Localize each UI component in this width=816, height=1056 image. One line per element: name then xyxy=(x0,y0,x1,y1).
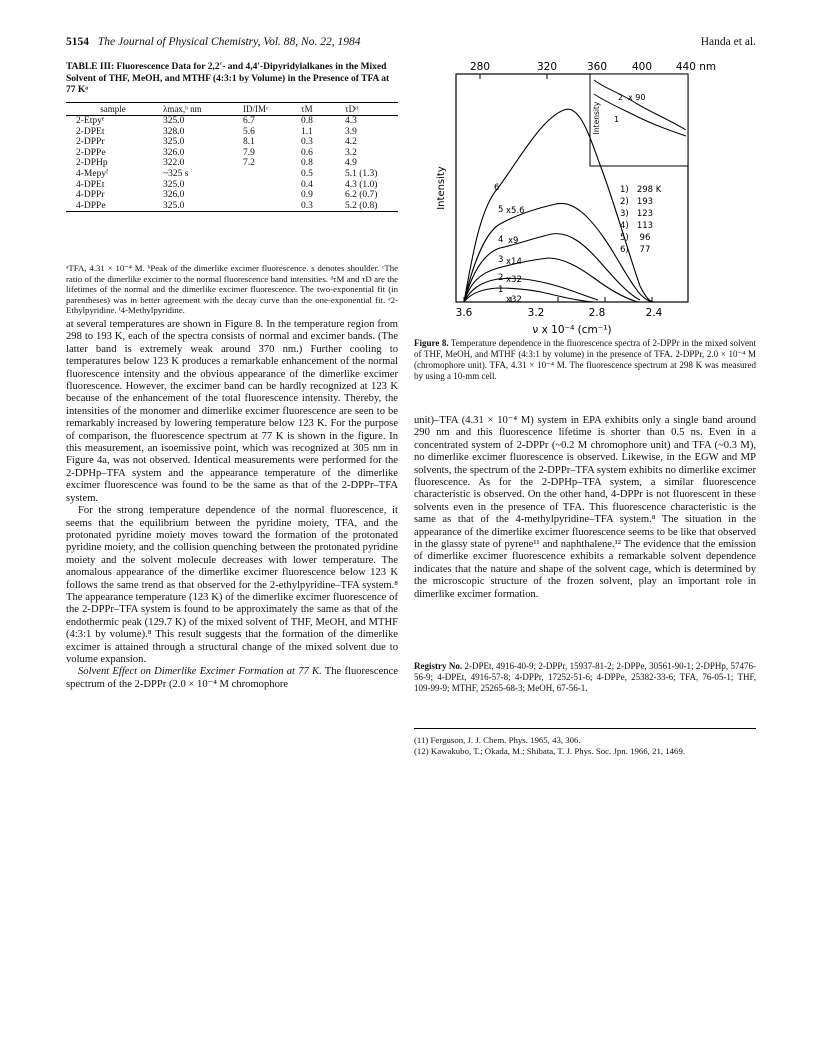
references xyxy=(414,728,756,757)
table-header-row xyxy=(66,103,398,116)
table-cell: 3.2 xyxy=(345,147,357,158)
table-cell: 4-Mepyᶠ xyxy=(76,168,109,179)
curve-label: x32 xyxy=(506,275,522,285)
reference: (12) Kawakubo, T.; Okada, M.; Shibata, T. J. Phys. Soc. Jpn. 1966, 21, 1469. xyxy=(414,746,686,756)
legend-entry: 4) 113 xyxy=(620,221,654,231)
paragraph: For the strong temperature dependence of the normal fluorescence, it seems that the equilibrium between the pyridine moiety, TFA, and the protonated pyridine moiety moves toward the formation of the protonated pyridine moiety, and the collision quenching between the protonated pyridine moiety and the solvent molecule decreases with lower temperature. The anomalous appearance of the dimerlike excimer fluorescence below 123 K follows the same trend as that observed for the 2-ethylpyridine–TFA system.⁸ The appearance temperature (123 K) of the dimerlike excimer fluorescence of the 2-DPPr–TFA system is found to be approximately the same as that of the endothermic peak (129.7 K) of the mixed solvent of THF, MeOH, and MTHF (4:3:1 by volume).⁸ This result suggests that the formation of the dimerlike excimer is attained through a structural change of the mixed solvent due to volume expansion. xyxy=(66,505,398,665)
table-cell: 325.0 xyxy=(163,179,185,190)
tick-label: 440 nm xyxy=(675,61,717,73)
col-header: λmax,ᵇ nm xyxy=(160,103,240,116)
table-cell: 4-DPPe xyxy=(66,201,160,212)
legend-entry: 5) 96 xyxy=(620,233,651,243)
table-cell: 0.8 xyxy=(301,116,313,126)
table-row xyxy=(66,148,398,159)
table-cell: 4.2 xyxy=(345,137,357,148)
right-column-text xyxy=(414,415,756,601)
col-header: τDᵈ xyxy=(342,103,398,116)
table-cell: 0.6 xyxy=(301,147,313,158)
legend-entry: 1) 298 K xyxy=(620,185,662,195)
inset-label: x 90 xyxy=(628,93,646,102)
table-cell: 328.0 xyxy=(163,126,185,137)
col-header: τM xyxy=(298,103,342,116)
curve-123K xyxy=(464,258,638,302)
curve-labels xyxy=(494,183,525,305)
curve-label: x5.6 xyxy=(506,206,525,216)
table-cell: 4-DPPr xyxy=(76,190,105,201)
table-title: TABLE III: Fluorescence Data for 2,2′- and 4,4′-Dipyridylalkanes in the Mixed Solvent of THF, MeOH, and MTHF (4:3:1 by Volume) in the Presence of TFA at 77 Kᵃ xyxy=(66,62,390,95)
table-cell: 2-DPHp xyxy=(76,158,108,169)
inset-ylabel: Intensity xyxy=(592,101,601,135)
table-cell: 322.0 xyxy=(163,158,185,169)
table-cell: 2-DPPr xyxy=(76,137,105,148)
table-row xyxy=(66,190,398,201)
legend-entry: 6) 77 xyxy=(620,245,651,255)
figure-caption xyxy=(414,338,756,382)
table-cell: 6.7 xyxy=(243,116,255,126)
table-cell: 8.1 xyxy=(243,137,255,148)
table-cell: 4.3 (1.0) xyxy=(345,179,378,190)
curve-label: x9 xyxy=(508,236,519,246)
journal-name: The Journal of Physical Chemistry, Vol. 88, No. 22, 1984 xyxy=(97,36,361,48)
table-cell: 4.9 xyxy=(345,158,357,169)
table-cell: 325.0 xyxy=(163,137,185,148)
table-cell: 325.0 xyxy=(160,201,240,212)
registry-text: 2-DPEt, 4916-40-9; 2-DPPr, 15937-81-2; 2-DPPe, 30561-90-1; 2-DPHp, 57476-56-9; 4-DPEt, 4916-57-8; 4-DPPr, 17252-51-6; 4-DPPe, 25382-33-6; TFA, 76-05-1; THF, 109-99-9; MTHF, 25265-68-3; MeOH, 67-56-1. xyxy=(414,661,756,694)
table-cell xyxy=(240,190,298,201)
table-row xyxy=(66,201,398,212)
reference: (11) Ferguson, J. J. Chem. Phys. 1965, 43, 306. xyxy=(414,735,581,745)
authors: Handa et al. xyxy=(700,36,756,48)
running-header xyxy=(66,36,756,52)
page-number: 5154 xyxy=(66,36,89,48)
section-text: The fluorescence spectrum of the 2-DPPr (2.0 × 10⁻⁴ M chromophore xyxy=(66,666,398,690)
legend xyxy=(620,185,662,255)
paragraph: at several temperatures are shown in Figure 8. In the temperature region from 298 to 193 K, each of the spectra consists of normal and excimer bands. (The latter band is extremely weak around 370 nm.) Further cooling to temperatures below 123 K produces a remarkable enhancement of the normal fluorescence intensity and the obvious appearance of the dimerlike excimer fluorescence. However, the excimer band can be hardly recognized at 123 K because of the enhancement of the total fluorescence intensity. Thereby, the intensities of the monomer and dimerlike excimer fluorescence are seen to be remarkably increased by lowering temperature below 123 K. For the purpose of comparison, the fluorescence spectrum at 77 K is shown in the figure. In this measurement, an isoemissive point, which was recognized at 305 nm in Figure 4a, was not observed. Identical measurements were performed for the 2-DPHp–TFA system and the appearance temperature of the dimerlike excimer fluorescence was found to be the same as that of the 2-DPPr–TFA system. xyxy=(66,319,398,504)
table-cell: 6.2 (0.7) xyxy=(345,190,378,201)
left-column-text xyxy=(66,319,398,691)
table-cell xyxy=(240,169,298,180)
table-cell xyxy=(240,180,298,191)
table-row xyxy=(66,116,398,127)
figure-8 xyxy=(414,58,756,336)
legend-entry: 3) 123 xyxy=(620,209,654,219)
table-row xyxy=(66,127,398,138)
registry-numbers xyxy=(414,661,756,695)
table-cell: 7.2 xyxy=(243,158,255,169)
table-cell: 326.0 xyxy=(163,147,185,158)
data-table xyxy=(66,102,398,212)
table-cell: 2-DPEt xyxy=(76,126,105,137)
table-cell: 5.2 (0.8) xyxy=(342,201,398,212)
caption-text: Temperature dependence in the fluorescence spectra of 2-DPPr in the mixed solvent of THF, MeOH, and MTHF (4:3:1 by volume) in the presence of TFA. 2-DPPr, 2.0 × 10⁻⁴ M (chromophore unit). TFA, 4.31 × 10⁻⁴ M. The fluorescence spectrum at 298 K was measured by using a 10-mm cell. xyxy=(414,338,756,381)
y-axis-label: Intensity xyxy=(436,166,447,210)
tick-label: 3.2 xyxy=(527,307,545,319)
table-row xyxy=(66,158,398,169)
tick-label: 320 xyxy=(536,61,558,73)
table-cell: 325.0 xyxy=(163,116,185,126)
table-cell: 2-Etpyᵉ xyxy=(76,116,105,126)
curve-label: 6 xyxy=(494,183,500,193)
tick-label: 360 xyxy=(586,61,608,73)
curve-label: 2 xyxy=(498,273,504,283)
top-axis-ticks xyxy=(470,61,716,73)
tick-label: 2.8 xyxy=(588,307,606,319)
table-cell: 2-DPPe xyxy=(76,147,106,158)
table-row xyxy=(66,137,398,148)
legend-entry: 2) 193 xyxy=(620,197,654,207)
x-axis-label: ν x 10⁻⁴ (cm⁻¹) xyxy=(532,324,612,336)
bottom-axis-ticks xyxy=(456,307,663,319)
curve-label: x14 xyxy=(506,257,522,267)
table-row xyxy=(66,169,398,180)
table-cell: 1.1 xyxy=(301,126,313,137)
tick-label: 400 xyxy=(631,61,653,73)
caption-label: Figure 8. xyxy=(414,338,449,348)
paragraph xyxy=(66,666,398,691)
table-cell: 326.0 xyxy=(163,190,185,201)
table-cell: 3.9 xyxy=(345,126,357,137)
inset-frame xyxy=(590,74,688,166)
inset-label: 2 xyxy=(618,93,624,102)
curve-label: x32 xyxy=(506,295,522,305)
table-cell: ~325 s xyxy=(163,168,189,179)
table-cell: 0.4 xyxy=(301,179,313,190)
curve-label: 4 xyxy=(498,235,504,245)
table-row xyxy=(66,180,398,191)
col-header: sample xyxy=(66,103,160,116)
inset-label: 1 xyxy=(614,115,620,124)
table-cell: 5.6 xyxy=(243,126,255,137)
table-cell xyxy=(240,201,298,212)
table-cell: 0.8 xyxy=(301,158,313,169)
table-cell: 4.3 xyxy=(345,116,357,126)
table-cell: 0.3 xyxy=(298,201,342,212)
table-cell: 0.9 xyxy=(301,190,313,201)
curve-label: 3 xyxy=(498,255,504,265)
tick-label: 280 xyxy=(469,61,491,73)
table-cell: 7.9 xyxy=(243,147,255,158)
table-cell: 0.3 xyxy=(301,137,313,148)
tick-label: 2.4 xyxy=(645,307,663,319)
registry-label: Registry No. xyxy=(414,661,463,671)
tick-label: 3.6 xyxy=(455,307,473,319)
table-footnotes: ᵃTFA, 4.31 × 10⁻⁴ M. ᵇPeak of the dimerlike excimer fluorescence. s denotes shoulder. ᶜThe ratio of the dimerlike excimer to the normal fluorescence band intensities. ᵈτM and τD are the lifetimes of the normal and the dimerlike excimer fluorescence. The two-exponential fit (in parentheses) was in better agreement with the decay curve than the one-exponential fit. ᵉ2-Ethylpyridine. ᶠ4-Methylpyridine. xyxy=(66,263,398,315)
table-cell: 5.1 (1.3) xyxy=(345,168,378,179)
table-cell: 4-DPEt xyxy=(76,179,105,190)
col-header: ID/IMᶜ xyxy=(240,103,298,116)
curve-label: 1 xyxy=(498,285,504,295)
paragraph: unit)–TFA (4.31 × 10⁻⁴ M) system in EPA exhibits only a single band around 290 nm and this fluorescence lifetime is shorter than 0.5 ns. Even in a concentrated system of 2-DPPr (~0.2 M chromophore unit) and TFA (~0.3 M), no dimerlike excimer fluorescence is observed. Likewise, in the EGW and MP solvents, the spectrum of the 2-DPPr–TFA system exhibits no dimerlike excimer fluorescence. As for the 2-DPHp–TFA system, a similar fluorescence characteristic is observed. On the other hand, 4-DPPr is not fluorescent in these solvents even in the presence of TFA. This fluorescence characteristic is the same as that of the 4-methylpyridine–TFA system.⁸ The situation in the appearance of the dimerlike excimer fluorescence seems to be like that observed in the glassy state of pyrene¹¹ and naphthalene.¹² The evidence that the emission of dimerlike excimer fluorescence exhibits a remarkable solvent dependence indicates that the nature and shape of the solvent cage, which is determined by the microscopic structure of the frozen solvent, play an important role in dimerlike excimer formation. xyxy=(414,415,756,600)
table-cell: 0.5 xyxy=(301,168,313,179)
curve-298K xyxy=(464,288,594,302)
section-heading: Solvent Effect on Dimerlike Excimer Formation at 77 K. xyxy=(78,666,322,678)
curve-label: 5 xyxy=(498,205,504,215)
